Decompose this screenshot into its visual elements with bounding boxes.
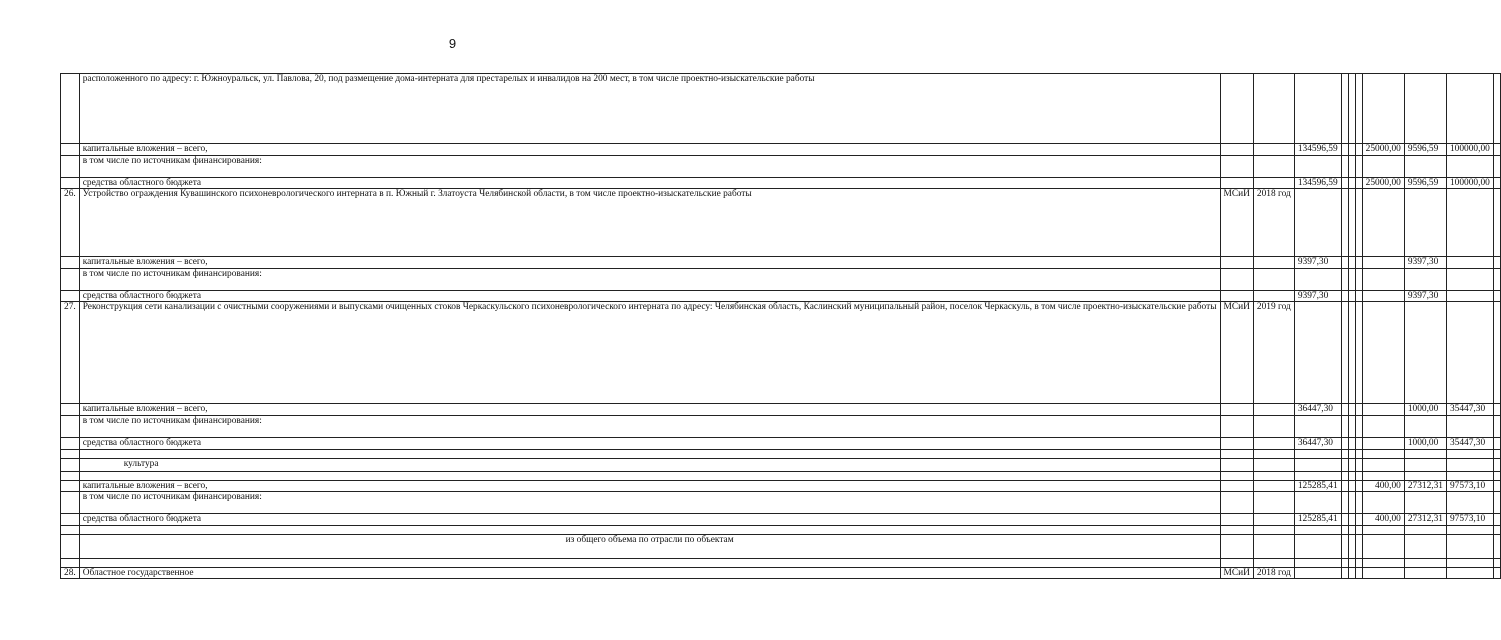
value-cell [1362,155,1404,177]
year [1253,437,1294,449]
table-row [61,437,1501,449]
item-number [61,514,80,526]
responsible [1220,471,1253,480]
value-cell [1341,290,1348,302]
year [1253,534,1294,558]
year [1253,155,1294,177]
item-description: средства областного бюджета [79,177,1220,189]
responsible [1220,492,1253,514]
value-cell [1446,471,1493,480]
value-cell [1348,189,1355,257]
responsible [1220,74,1253,144]
item-number [61,458,80,471]
value-cell [1355,514,1362,526]
value-cell [1355,290,1362,302]
value-cell [1355,480,1362,492]
value-cell [1355,155,1362,177]
item-description: капитальные вложения – всего, [79,404,1220,416]
value-cell: 1000,00 [1404,404,1446,416]
value-cell [1341,449,1348,458]
value-cell [1493,471,1500,480]
value-cell: 9397,30 [1404,257,1446,269]
value-cell: 100000,00 [1446,177,1493,189]
table-row [61,257,1501,269]
item-description: капитальные вложения – всего, [79,144,1220,156]
value-cell [1348,74,1355,144]
item-number [61,449,80,458]
value-cell [1446,415,1493,437]
item-number [61,471,80,480]
item-number [61,268,80,290]
value-cell: 35447,30 [1446,404,1493,416]
value-cell: 9596,59 [1404,144,1446,156]
value-cell [1348,534,1355,558]
table-row [61,144,1501,156]
value-cell [1341,155,1348,177]
table-row [61,480,1501,492]
value-cell [1348,458,1355,471]
value-cell [1348,492,1355,514]
value-cell [1355,74,1362,144]
item-number [61,290,80,302]
value-cell [1294,567,1341,579]
value-cell [1294,415,1341,437]
value-cell [1341,302,1348,404]
item-number [61,257,80,269]
responsible: МСиИ [1220,567,1253,579]
responsible [1220,257,1253,269]
value-cell [1404,302,1446,404]
table-row [61,189,1501,257]
value-cell [1348,437,1355,449]
responsible [1220,458,1253,471]
responsible [1220,449,1253,458]
value-cell [1341,189,1348,257]
item-description: в том числе по источникам финансирования: [79,268,1220,290]
item-number [61,415,80,437]
table-row [61,74,1501,144]
value-cell [1493,268,1500,290]
value-cell [1446,525,1493,534]
value-cell [1493,290,1500,302]
value-cell [1446,290,1493,302]
value-cell [1294,525,1341,534]
value-cell [1493,177,1500,189]
table-row [61,302,1501,404]
responsible: МСиИ [1220,302,1253,404]
value-cell [1362,268,1404,290]
value-cell [1348,257,1355,269]
item-description [79,525,1220,534]
value-cell: 125285,41 [1294,480,1341,492]
item-description: Реконструкция сети канализации с очистными сооружениями и выпусками очищенных стоков Черкаскульского психоневрологического интерната по адресу: Челябинская область, Каслинский муниципальный район, поселок Черкаскуль, в том числе проектно-изыскательские работы [79,302,1220,404]
value-cell [1341,415,1348,437]
value-cell [1404,189,1446,257]
value-cell [1294,471,1341,480]
value-cell [1294,268,1341,290]
section-heading: культура [79,458,1220,471]
value-cell: 134596,59 [1294,144,1341,156]
year [1253,415,1294,437]
value-cell [1493,558,1500,567]
value-cell [1355,415,1362,437]
item-number: 26. [61,189,80,257]
responsible [1220,415,1253,437]
value-cell [1348,404,1355,416]
table-row [61,514,1501,526]
responsible [1220,437,1253,449]
value-cell [1362,458,1404,471]
value-cell [1348,471,1355,480]
value-cell [1404,449,1446,458]
budget-table [60,73,1501,579]
value-cell [1348,480,1355,492]
item-description: средства областного бюджета [79,437,1220,449]
value-cell [1294,189,1341,257]
value-cell: 134596,59 [1294,177,1341,189]
value-cell [1341,74,1348,144]
value-cell [1341,567,1348,579]
value-cell [1446,268,1493,290]
value-cell [1341,268,1348,290]
value-cell: 9397,30 [1294,290,1341,302]
value-cell [1355,525,1362,534]
value-cell [1355,458,1362,471]
value-cell [1294,74,1341,144]
year [1253,458,1294,471]
value-cell [1355,534,1362,558]
item-number [61,404,80,416]
item-number [61,558,80,567]
year [1253,514,1294,526]
value-cell [1348,268,1355,290]
value-cell: 400,00 [1362,514,1404,526]
item-number: 28. [61,567,80,579]
responsible [1220,525,1253,534]
item-description: расположенного по адресу: г. Южноуральск, ул. Павлова, 20, под размещение дома-интерната для престарелых и инвалидов на 200 мест, в том числе проектно-изыскательские работы [79,74,1220,144]
value-cell [1341,437,1348,449]
year [1253,480,1294,492]
value-cell [1355,268,1362,290]
value-cell [1348,302,1355,404]
value-cell [1348,415,1355,437]
value-cell [1493,144,1500,156]
value-cell [1355,567,1362,579]
value-cell [1493,567,1500,579]
value-cell: 9397,30 [1294,257,1341,269]
value-cell [1493,257,1500,269]
value-cell [1493,189,1500,257]
value-cell [1341,558,1348,567]
value-cell [1348,567,1355,579]
value-cell [1362,449,1404,458]
value-cell [1362,437,1404,449]
value-cell: 97573,10 [1446,514,1493,526]
value-cell: 35447,30 [1446,437,1493,449]
item-description [79,471,1220,480]
value-cell [1446,74,1493,144]
value-cell [1294,558,1341,567]
value-cell [1362,257,1404,269]
table-row [61,534,1501,558]
value-cell [1493,302,1500,404]
value-cell [1404,458,1446,471]
table-row [61,268,1501,290]
item-number [61,534,80,558]
value-cell [1446,492,1493,514]
responsible [1220,558,1253,567]
value-cell [1493,480,1500,492]
year: 2018 год [1253,567,1294,579]
year [1253,404,1294,416]
item-number [61,177,80,189]
value-cell [1362,558,1404,567]
value-cell [1341,404,1348,416]
table-row [61,415,1501,437]
value-cell [1341,144,1348,156]
item-description: капитальные вложения – всего, [79,257,1220,269]
table-row [61,458,1501,471]
value-cell [1348,144,1355,156]
value-cell [1341,514,1348,526]
year [1253,74,1294,144]
value-cell [1404,567,1446,579]
value-cell: 9397,30 [1404,290,1446,302]
item-description: капитальные вложения – всего, [79,480,1220,492]
value-cell: 27312,31 [1404,514,1446,526]
value-cell [1404,155,1446,177]
table-row [61,155,1501,177]
value-cell: 9596,59 [1404,177,1446,189]
value-cell [1341,257,1348,269]
value-cell: 125285,41 [1294,514,1341,526]
value-cell [1341,525,1348,534]
value-cell [1404,471,1446,480]
item-description [79,558,1220,567]
value-cell [1294,492,1341,514]
value-cell [1493,514,1500,526]
value-cell [1348,155,1355,177]
value-cell [1348,290,1355,302]
value-cell [1362,415,1404,437]
item-description: средства областного бюджета [79,514,1220,526]
value-cell [1446,189,1493,257]
value-cell [1493,525,1500,534]
value-cell [1493,74,1500,144]
value-cell [1355,302,1362,404]
table-row [61,558,1501,567]
value-cell [1404,268,1446,290]
value-cell [1348,525,1355,534]
table-row [61,404,1501,416]
item-number [61,525,80,534]
value-cell [1404,558,1446,567]
responsible [1220,514,1253,526]
value-cell [1355,437,1362,449]
item-number [61,492,80,514]
value-cell [1348,449,1355,458]
value-cell [1362,492,1404,514]
year [1253,558,1294,567]
value-cell [1355,558,1362,567]
value-cell [1355,471,1362,480]
page-number: 9 [448,36,457,51]
item-number [61,437,80,449]
value-cell [1341,534,1348,558]
table-row [61,177,1501,189]
responsible [1220,534,1253,558]
year [1253,492,1294,514]
value-cell [1362,567,1404,579]
value-cell [1446,558,1493,567]
value-cell: 400,00 [1362,480,1404,492]
value-cell [1355,449,1362,458]
value-cell: 27312,31 [1404,480,1446,492]
value-cell [1348,558,1355,567]
item-description: в том числе по источникам финансирования: [79,492,1220,514]
value-cell [1446,302,1493,404]
year [1253,449,1294,458]
value-cell [1294,534,1341,558]
responsible: МСиИ [1220,189,1253,257]
value-cell [1404,525,1446,534]
value-cell [1362,534,1404,558]
year [1253,471,1294,480]
year [1253,257,1294,269]
value-cell [1446,534,1493,558]
value-cell [1362,290,1404,302]
value-cell [1341,177,1348,189]
value-cell [1404,415,1446,437]
value-cell [1493,415,1500,437]
value-cell [1446,458,1493,471]
value-cell [1446,155,1493,177]
table-row [61,471,1501,480]
responsible [1220,290,1253,302]
value-cell [1348,177,1355,189]
item-description: Устройство ограждения Кувашинского психоневрологического интерната в п. Южный г. Златоуста Челябинской области, в том числе проектно-изыскательские работы [79,189,1220,257]
item-description: в том числе по источникам финансирования: [79,155,1220,177]
value-cell [1355,492,1362,514]
year [1253,290,1294,302]
year: 2019 год [1253,302,1294,404]
year: 2018 год [1253,189,1294,257]
value-cell: 97573,10 [1446,480,1493,492]
value-cell [1493,492,1500,514]
value-cell [1294,449,1341,458]
responsible [1220,155,1253,177]
value-cell [1294,302,1341,404]
value-cell [1493,404,1500,416]
responsible [1220,177,1253,189]
value-cell [1493,458,1500,471]
value-cell [1341,480,1348,492]
year [1253,144,1294,156]
value-cell [1355,404,1362,416]
value-cell [1404,492,1446,514]
responsible [1220,404,1253,416]
value-cell [1341,471,1348,480]
value-cell: 36447,30 [1294,404,1341,416]
value-cell [1294,458,1341,471]
value-cell: 25000,00 [1362,177,1404,189]
responsible [1220,480,1253,492]
value-cell [1446,449,1493,458]
item-number [61,480,80,492]
value-cell [1493,155,1500,177]
table-row [61,449,1501,458]
item-description: средства областного бюджета [79,290,1220,302]
value-cell [1404,534,1446,558]
table-row [61,525,1501,534]
value-cell [1341,492,1348,514]
value-cell [1362,189,1404,257]
item-description: Областное государственное [79,567,1220,579]
item-number [61,144,80,156]
value-cell [1355,144,1362,156]
value-cell [1493,437,1500,449]
value-cell [1348,514,1355,526]
value-cell [1294,155,1341,177]
value-cell: 36447,30 [1294,437,1341,449]
value-cell [1362,525,1404,534]
value-cell: 100000,00 [1446,144,1493,156]
value-cell: 25000,00 [1362,144,1404,156]
table-row [61,567,1501,579]
item-number: 27. [61,302,80,404]
responsible [1220,268,1253,290]
item-description [79,449,1220,458]
value-cell: 1000,00 [1404,437,1446,449]
value-cell [1355,177,1362,189]
value-cell [1362,302,1404,404]
value-cell [1446,257,1493,269]
item-description: в том числе по источникам финансирования: [79,415,1220,437]
year [1253,177,1294,189]
value-cell [1362,74,1404,144]
section-subheading: из общего объема по отрасли по объектам [79,534,1220,558]
table-row [61,290,1501,302]
table-row [61,492,1501,514]
value-cell [1446,567,1493,579]
value-cell [1355,189,1362,257]
value-cell [1341,458,1348,471]
responsible [1220,144,1253,156]
value-cell [1493,449,1500,458]
year [1253,525,1294,534]
value-cell [1362,471,1404,480]
value-cell [1493,534,1500,558]
value-cell [1404,74,1446,144]
item-number [61,74,80,144]
value-cell [1362,404,1404,416]
value-cell [1355,257,1362,269]
item-number [61,155,80,177]
year [1253,268,1294,290]
